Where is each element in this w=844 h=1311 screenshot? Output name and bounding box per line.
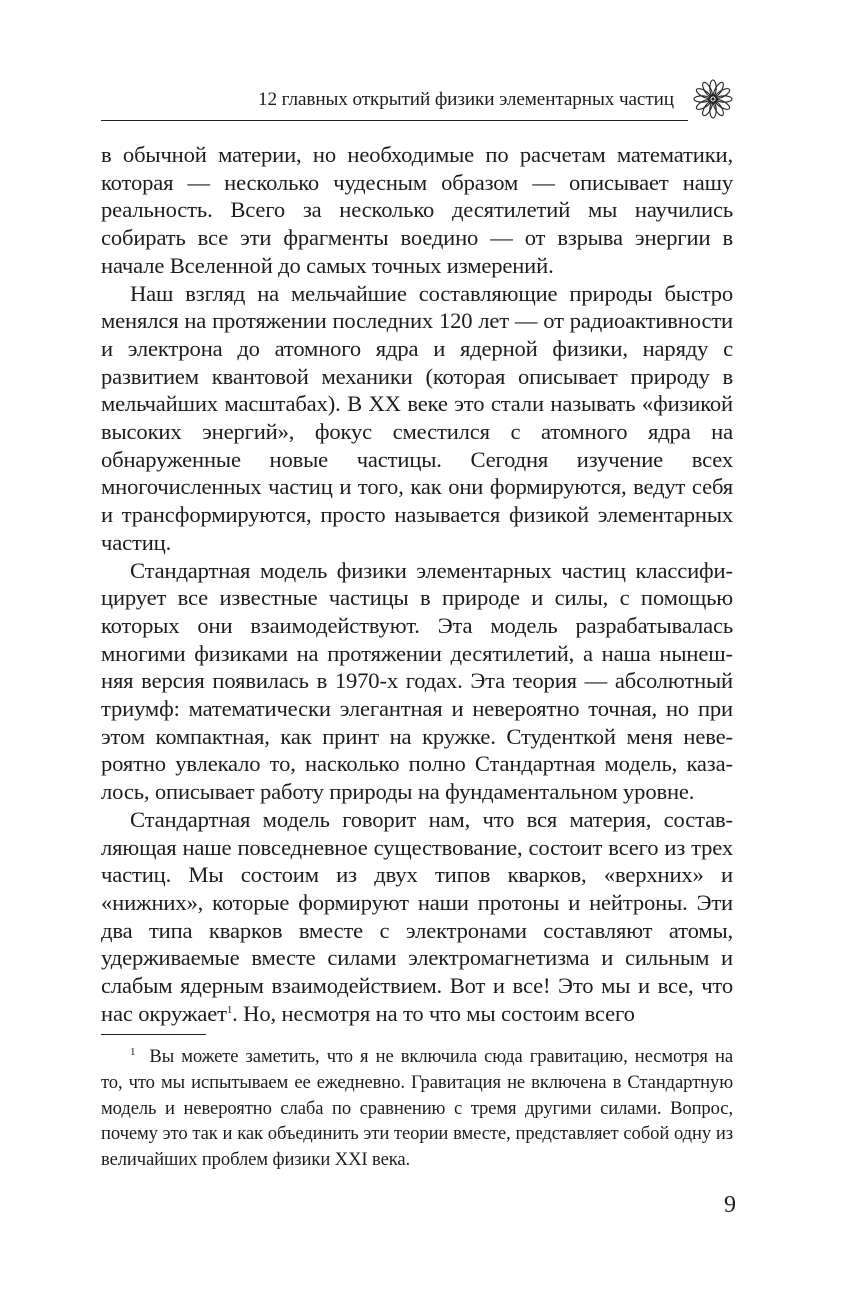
footnotes [101,1044,733,1173]
paragraph-4-text: Стандартная модель говорит нам, что вся материя, составляющая наше повседневное существование, состоит всего из трех частиц. Мы состоим из двух типов кварков, «верхних» и «нижних», которые формируют наши протоны и нейтроны. Эти два типа кварков вместе с электронами составляют атомы, удерживаемые вместе силами электромагнетизма и сильным и слабым ядерным взаимодействием. Вот и все! Это мы и все, что нас окружает [101,806,733,1026]
footnote-text: Вы можете заметить, что я не включила сюда гравитацию, несмотря на то, что мы испытываем ее ежедневно. Гравитация не включена в Стандартную модель и невероятно слаба по сравнению с тремя другими силами. Вопрос, почему это так и как объединить эти теории вместе, представляет собой одну из величайших проблем физики XXI века. [101,1046,733,1171]
paragraph-3: Стандартная модель физики элементарных частиц классифицирует все известные частицы в природе и силы, с помощью которых они взаимодействуют. Эта модель разрабатывалась многими физиками на протяжении десятилетий, а наша нынешняя версия появилась в 1970-х годах. Эта теория — абсолютный триумф: математически элегантная и невероятно точная, но при этом компактная, как принт на кружке. Студенткой меня невероятно увлекало то, насколько полно Стандартная модель, казалось, описывает работу природы на фундаментальном уровне. [101,557,733,805]
running-header-title: 12 главных открытий физики элементарных частиц [258,89,674,110]
paragraph-4-continuation: . Но, несмотря на то что мы состоим всего [232,1000,635,1026]
footnote-rule [101,1034,206,1035]
paragraph-1: в обычной материи, но необходимые по расчетам математики, которая — несколько чудесным образом — описывает нашу реальность. Всего за несколько десятилетий мы научились собирать все эти фрагменты воедино — от взрыва энергии в начале Вселенной до самых точных измерений. [101,142,733,278]
header-rule [101,120,688,121]
footnote-1 [101,1044,733,1173]
flower-ornament-icon [692,78,734,120]
page-number: 9 [724,1192,736,1218]
footnote-number: 1 [130,1046,136,1058]
footnote-reference: 1 [226,1003,233,1016]
paragraph-4 [101,806,733,1028]
main-text [101,141,733,1028]
paragraph-2: Наш взгляд на мельчайшие составляющие природы быстро менялся на протяжении последних 120 лет — от радиоактивности и электрона до атомного ядра и ядерной физики, наряду с развитием квантовой механики (которая описывает природу в мельчайших масштабах). В XX веке это стали называть «физикой высоких энергий», фокус сместился с атомного ядра на обнаруженные новые частицы. Сегодня изучение всех многочисленных частиц и того, как они формируются, ведут себя и трансформируются, просто называется физикой элементарных частиц. [101,280,733,555]
